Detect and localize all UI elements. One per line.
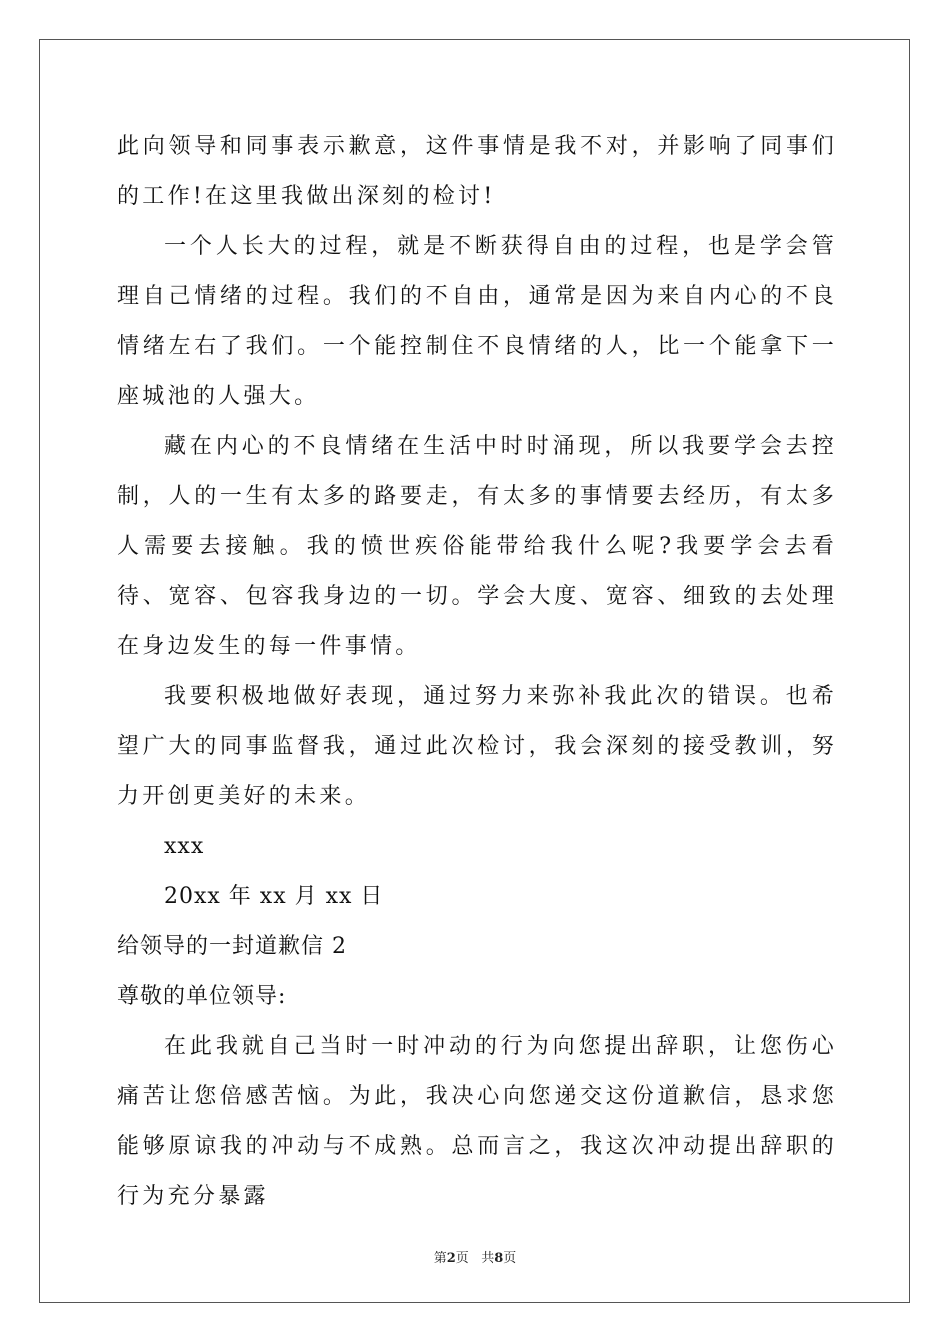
paragraph-continuation: 此向领导和同事表示歉意，这件事情是我不对，并影响了同事们的工作!在这里我做出深刻的检讨! bbox=[117, 134, 837, 209]
page-suffix: 页 bbox=[455, 1251, 469, 1266]
paragraph-commitment: 我要积极地做好表现，通过努力来弥补我此次的错误。也希望广大的同事监督我，通过此次检讨，我会深刻的接受教训，努力开创更美好的未来。 bbox=[117, 684, 837, 809]
salutation: 尊敬的单位领导: bbox=[117, 984, 287, 1009]
letter-title: 给领导的一封道歉信 2 bbox=[117, 934, 347, 959]
page-prefix: 第 bbox=[433, 1251, 447, 1266]
page-footer bbox=[0, 1247, 950, 1266]
document-body bbox=[117, 122, 837, 1222]
total-prefix: 共 bbox=[481, 1251, 495, 1266]
paragraph-resignation: 在此我就自己当时一时冲动的行为向您提出辞职，让您伤心痛苦让您倍感苦恼。为此，我决心向您递交这份道歉信，恳求您能够原谅我的冲动与不成熟。总而言之，我这次冲动提出辞职的行为充分暴露 bbox=[117, 1034, 837, 1209]
total-pages: 8 bbox=[494, 1251, 504, 1266]
paragraph-growth: 一个人长大的过程，就是不断获得自由的过程，也是学会管理自己情绪的过程。我们的不自由，通常是因为来自内心的不良情绪左右了我们。一个能控制住不良情绪的人，比一个能拿下一座城池的人强大。 bbox=[117, 234, 837, 409]
signature: xxx bbox=[164, 834, 205, 859]
date-line: 20xx 年 xx 月 xx 日 bbox=[164, 884, 384, 909]
total-suffix: 页 bbox=[503, 1251, 517, 1266]
page-number: 2 bbox=[446, 1251, 456, 1266]
paragraph-emotions: 藏在内心的不良情绪在生活中时时涌现，所以我要学会去控制，人的一生有太多的路要走，有太多的事情要去经历，有太多人需要去接触。我的愤世疾俗能带给我什么呢?我要学会去看待、宽容、包容我身边的一切。学会大度、宽容、细致的去处理在身边发生的每一件事情。 bbox=[117, 434, 837, 659]
